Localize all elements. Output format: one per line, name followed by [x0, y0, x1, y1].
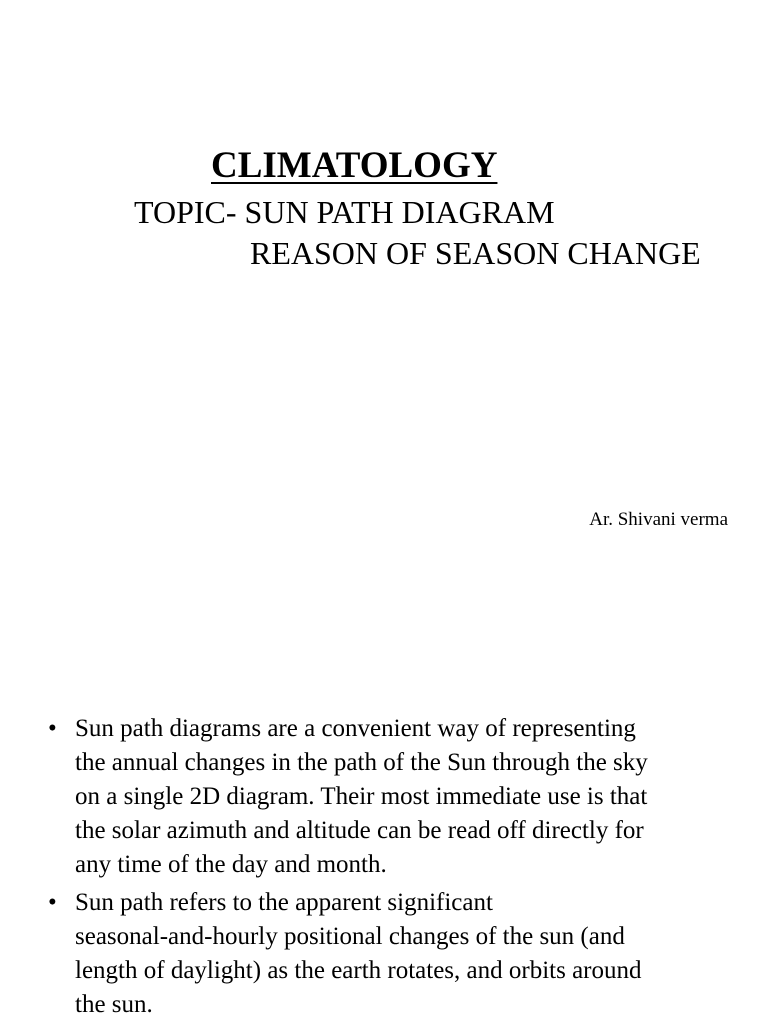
bullet-line: on a single 2D diagram. Their most immediate use is that	[75, 783, 648, 810]
bullet-line: any time of the day and month.	[75, 851, 387, 878]
bullet-icon: •	[48, 889, 57, 916]
bullet-line: Sun path diagrams are a convenient way of representing	[75, 715, 636, 742]
bullet-item	[48, 886, 738, 1022]
author-name: Ar. Shivani verma	[589, 509, 728, 530]
slide-title: CLIMATOLOGY	[211, 145, 498, 186]
bullet-line: the sun.	[75, 991, 153, 1018]
content-slide	[0, 690, 768, 1024]
bullet-icon: •	[48, 715, 57, 742]
bullet-line: seasonal-and-hourly positional changes of the sun (and	[75, 923, 625, 950]
bullet-line: length of daylight) as the earth rotates, and orbits around	[75, 957, 642, 984]
bullet-line: the annual changes in the path of the Sun through the sky	[75, 749, 648, 776]
bullet-line: Sun path refers to the apparent significant	[75, 889, 493, 916]
bullet-line: the solar azimuth and altitude can be read off directly for	[75, 817, 644, 844]
topic-line-2: REASON OF SEASON CHANGE	[250, 235, 701, 271]
bullet-list	[48, 712, 738, 1026]
topic-line: TOPIC- SUN PATH DIAGRAM	[134, 194, 555, 230]
bullet-item	[48, 712, 738, 882]
